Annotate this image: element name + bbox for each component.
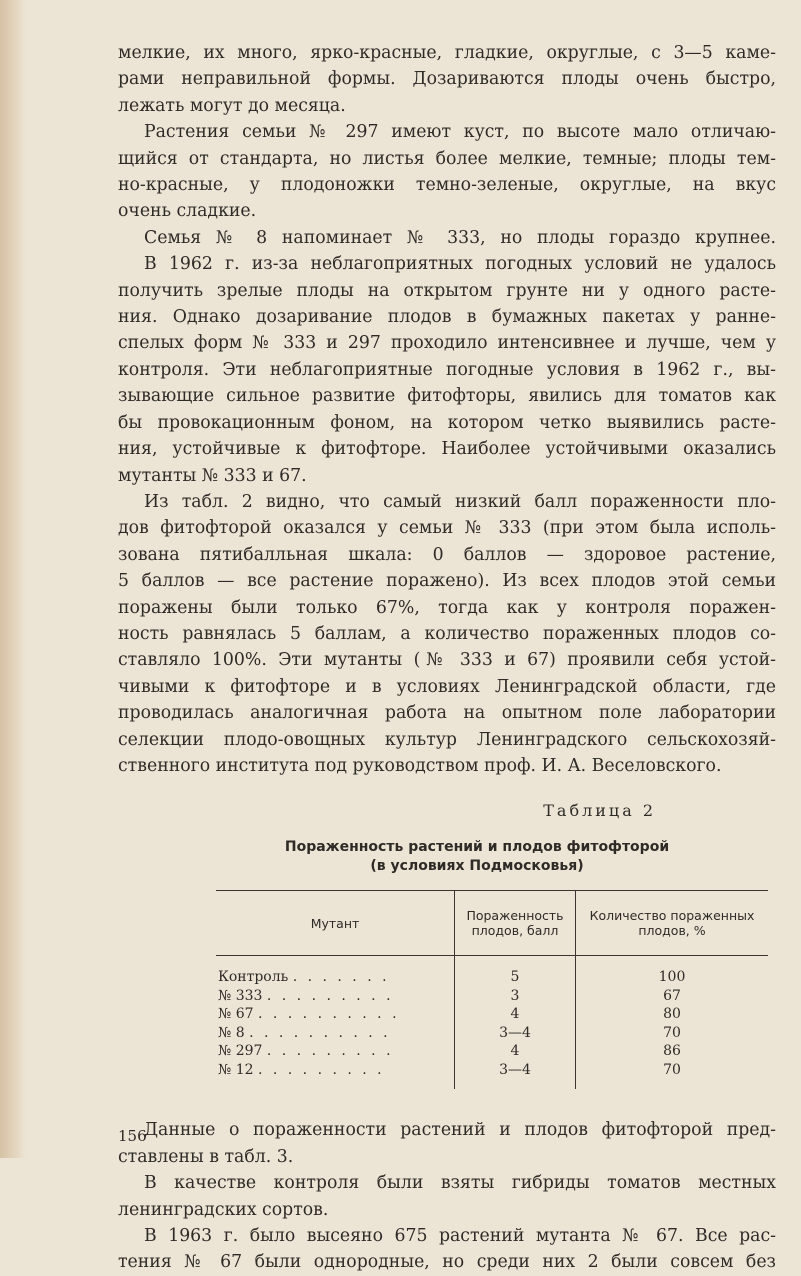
cell-score: 5 <box>455 956 576 987</box>
text-line: спелых форм № 333 и 297 проходило интенсивнее и лучше, чем у <box>118 333 776 354</box>
text-block-bottom <box>118 1117 776 1275</box>
cell-score: 4 <box>455 1005 576 1024</box>
cell-mutant: № 67 . . . . . . . . . . <box>218 1006 400 1023</box>
text-line: дов фитофторой оказался у семьи № 333 (при этом была исполь- <box>118 518 776 539</box>
text-line: 5 баллов — все растение поражено). Из всех плодов этой семьи <box>118 571 776 592</box>
text-line: тения № 67 были однородные, но среди них 2 были совсем без <box>118 1252 776 1273</box>
text-line: Семья № 8 напоминает № 333, но плоды гораздо крупнее. <box>144 227 776 248</box>
text-line: щийся от стандарта, но листья более мелкие, темные; плоды тем- <box>118 148 776 169</box>
text-line: Из табл. 2 видно, что самый низкий балл пораженности пло- <box>144 491 776 512</box>
text-line: В 1963 г. было высеяно 675 растений мутанта № 67. Все рас- <box>144 1226 776 1246</box>
text-line: В 1962 г. из-за неблагоприятных погодных условий не удалось <box>144 254 776 275</box>
text-line: селекции плодо-овощных культур Ленинградского сельскохозяй- <box>118 729 776 750</box>
table-header-row <box>216 891 768 956</box>
text-line: чивыми к фитофторе и в условиях Ленинградской области, где <box>118 676 776 697</box>
text-line: получить зрелые плоды на открытом грунте ни у одного расте- <box>118 280 776 301</box>
infection-table <box>216 890 768 1089</box>
table-row <box>216 1042 768 1061</box>
text-line: ставляло 100%. Эти мутанты (№ 333 и 67) проявили себя устой- <box>118 650 776 671</box>
text-line: ния. Однако дозаривание плодов в бумажных пакетах у ранне- <box>118 307 776 328</box>
cell-score: 4 <box>455 1042 576 1061</box>
text-line: ленинградских сортов. <box>118 1199 329 1220</box>
text-line: бы провокационным фоном, на котором четко выявились расте- <box>118 412 776 433</box>
cell-score: 3 <box>455 987 576 1006</box>
page-edge-shadow <box>0 0 26 1158</box>
cell-mutant: № 333 . . . . . . . . . <box>218 987 394 1004</box>
text-line: Растения семьи № 297 имеют куст, по высоте мало отличаю- <box>144 122 776 143</box>
text-line: ния, устойчивые к фитофторе. Наиболее устойчивыми оказались <box>118 439 776 460</box>
table-row <box>216 956 768 987</box>
table-row <box>216 987 768 1006</box>
text-line: ность равнялась 5 баллам, а количество пораженных плодов со- <box>118 623 776 644</box>
text-line: мелкие, их много, ярко-красные, гладкие, округлые, с 3—5 каме- <box>118 43 776 63</box>
text-line: рами неправильной формы. Дозариваются плоды очень быстро, <box>118 69 776 90</box>
text-line: проводилась аналогичная работа на опытном поле лаборатории <box>118 703 776 724</box>
table-row <box>216 1024 768 1043</box>
text-line: очень сладкие. <box>118 201 257 222</box>
text-line: но-красные, у плодоножки темно-зеленые, округлые, на вкус <box>118 175 776 196</box>
text-line: мутанты № 333 и 67. <box>118 465 307 486</box>
cell-percent: 70 <box>576 1061 769 1090</box>
table-row <box>216 1005 768 1024</box>
text-block-top <box>118 40 776 779</box>
cell-mutant: № 297 . . . . . . . . . <box>218 1043 394 1060</box>
text-line: В качестве контроля были взяты гибриды томатов местных <box>144 1173 776 1194</box>
text-line: поражены были только 67%, тогда как у контроля поражен- <box>118 597 776 618</box>
header-percent: Количество пораженных плодов, % <box>576 891 769 956</box>
text-line: зована пятибалльная шкала: 0 баллов — здоровое растение, <box>118 544 776 565</box>
cell-percent: 86 <box>576 1042 769 1061</box>
cell-percent: 67 <box>576 987 769 1006</box>
text-line: зывающие сильное развитие фитофторы, явились для томатов как <box>118 386 776 407</box>
page-number: 156 <box>118 1127 147 1145</box>
cell-percent: 100 <box>576 956 769 987</box>
table-title-line: Пораженность растений и плодов фитофторой <box>284 839 670 856</box>
header-score: Пораженность плодов, балл <box>455 891 576 956</box>
text-line: ственного института под руководством проф. И. А. Веселовского. <box>118 755 722 776</box>
page-body <box>118 40 776 1276</box>
cell-mutant: № 8 . . . . . . . . . . <box>218 1024 391 1041</box>
cell-mutant: Контроль . . . . . . . <box>218 969 390 986</box>
cell-score: 3—4 <box>455 1061 576 1090</box>
text-line: лежать могут до месяца. <box>118 95 346 116</box>
table-title-line: (в условиях Подмосковья) <box>370 858 584 875</box>
header-mutant: Мутант <box>216 891 455 956</box>
cell-percent: 70 <box>576 1024 769 1043</box>
cell-score: 3—4 <box>455 1024 576 1043</box>
table-caption: Таблица 2 <box>543 801 656 821</box>
text-line: ставлены в табл. 3. <box>118 1146 294 1167</box>
cell-mutant: № 12 . . . . . . . . . <box>218 1061 385 1078</box>
cell-percent: 80 <box>576 1005 769 1024</box>
text-line: Данные о пораженности растений и плодов фитофторой пред- <box>144 1120 776 1141</box>
text-line: контроля. Эти неблагоприятные погодные условия в 1962 г., вы- <box>118 359 776 380</box>
table-row <box>216 1061 768 1090</box>
table-title <box>178 838 776 876</box>
